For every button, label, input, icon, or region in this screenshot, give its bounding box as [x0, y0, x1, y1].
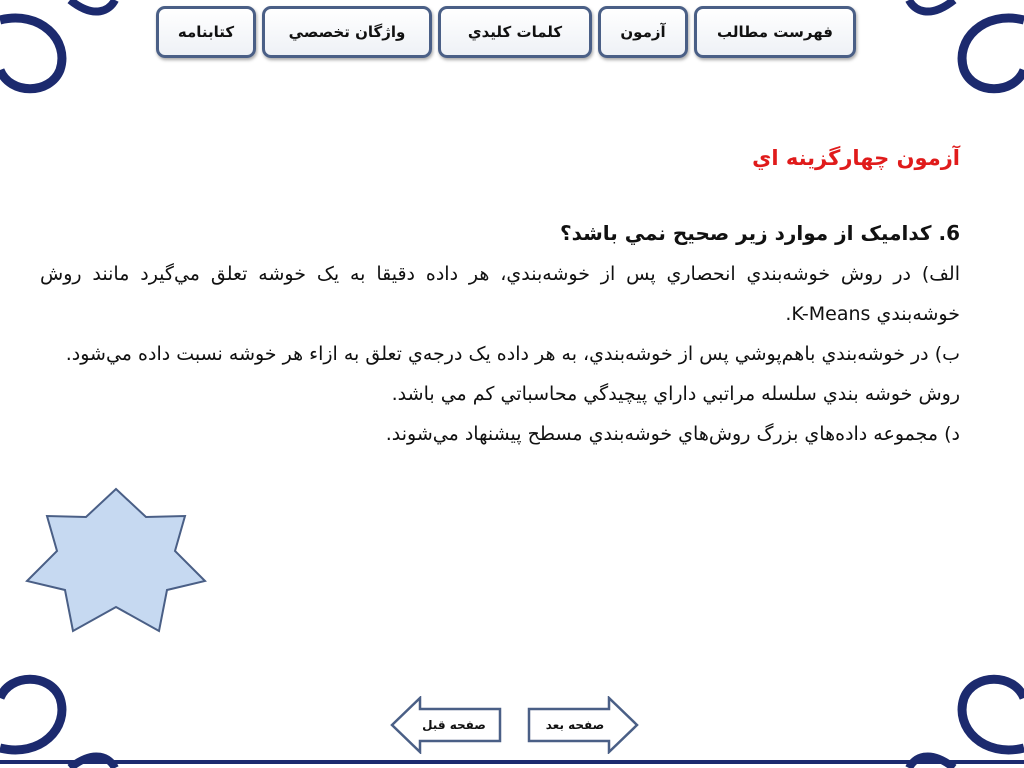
- next-page-label: صفحه بعد: [545, 718, 605, 732]
- quiz-content: [40, 146, 960, 454]
- corner-ornament-top-right: [904, 0, 1024, 100]
- option-d[interactable]: د) مجموعه داده‌هاي بزرگ روش‌هاي خوشه‌بندي مسطح پيشنهاد مي‌شوند.: [385, 423, 960, 445]
- option-a[interactable]: الف) در روش خوشه‌بندي انحصاري پس از خوشه‌بندي، هر داده دقيقا به يک خوشه تعلق مي‌گيرد مانند روش خوشه‌بندي K-Means.: [40, 263, 960, 325]
- bottom-divider-line: [0, 760, 1024, 764]
- corner-ornament-bottom-right: [904, 668, 1024, 768]
- question-text: 6. كداميک از موارد زير صحيح نمي باشد؟: [559, 221, 960, 245]
- page-title: آزمون چهارگزينه اي: [752, 146, 960, 170]
- previous-page-button[interactable]: [390, 696, 502, 754]
- quiz-button[interactable]: آزمون: [598, 6, 688, 58]
- option-b[interactable]: ب) در خوشه‌بندي باهم‌پوشي پس از خوشه‌بندي، به هر داده يک درجه‌ي تعلق به ازاء هر خوشه نسبت داده مي‌شود.: [65, 343, 960, 365]
- top-navigation: [156, 4, 856, 60]
- corner-ornament-bottom-left: [0, 668, 120, 768]
- previous-page-label: صفحه قبل: [422, 718, 486, 732]
- keywords-button[interactable]: كلمات كليدي: [438, 6, 592, 58]
- option-c[interactable]: روش خوشه بندي سلسله مراتبي داراي پيچيدگي محاسباتي کم مي باشد.: [391, 383, 960, 405]
- toc-button[interactable]: فهرست مطالب: [694, 6, 856, 58]
- bibliography-button[interactable]: كتابنامه: [156, 6, 256, 58]
- star-shape: [25, 487, 207, 635]
- next-page-button[interactable]: [527, 696, 639, 754]
- glossary-button[interactable]: واژگان تخصصي: [262, 6, 432, 58]
- corner-ornament-top-left: [0, 0, 120, 100]
